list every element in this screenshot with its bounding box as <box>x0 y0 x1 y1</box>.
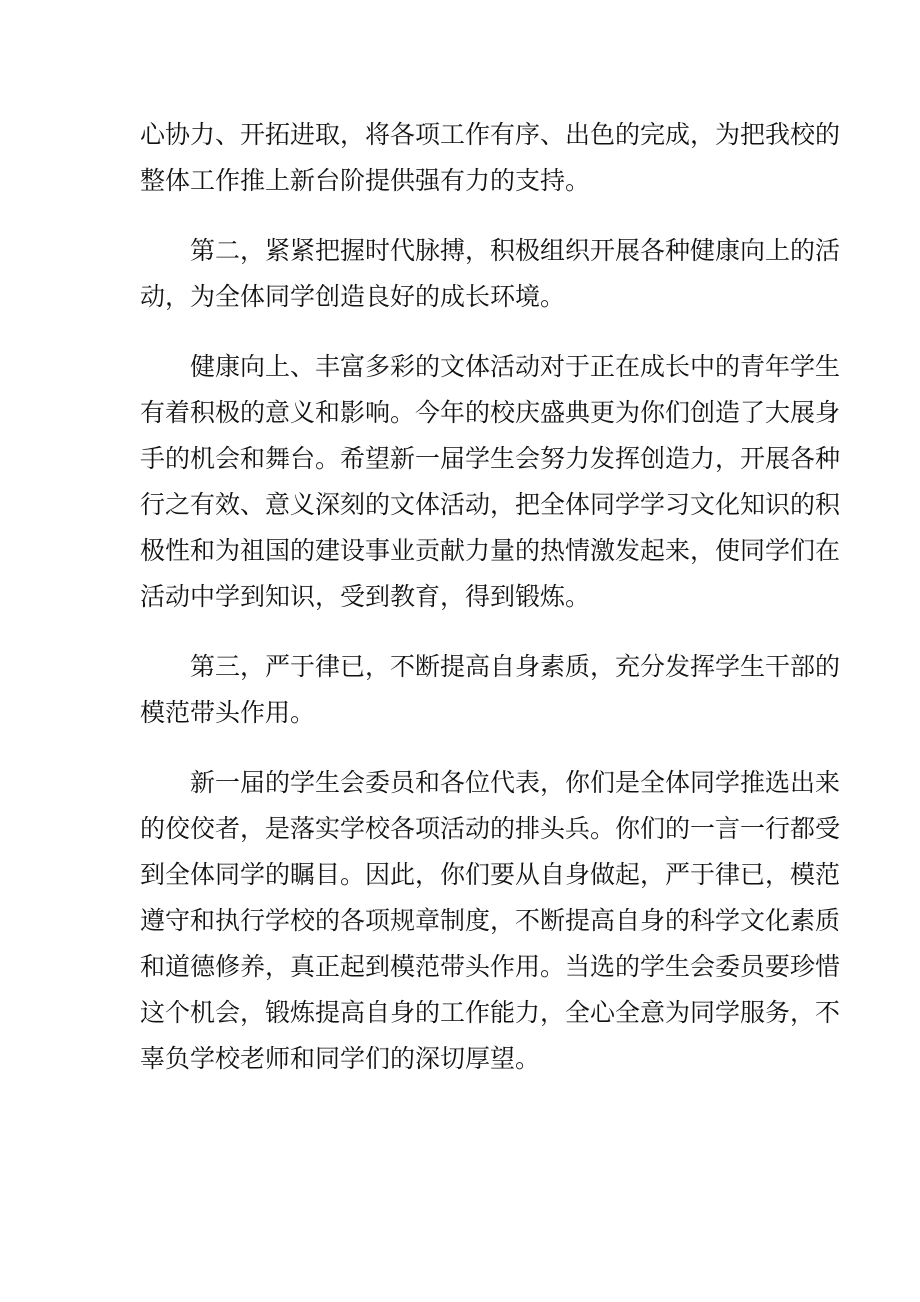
paragraph-continuation <box>140 112 841 204</box>
text-line: 动，为全体同学创造良好的成长环境。 <box>140 282 566 311</box>
text-line: 这个机会，锻炼提高自身的工作能力，全心全意为同学服务，不 <box>140 998 841 1027</box>
paragraph-second-point <box>140 228 841 320</box>
text-line: 健康向上、丰富多彩的文体活动对于正在成长中的青年学生 <box>190 352 841 381</box>
text-line: 的佼佼者，是落实学校各项活动的排头兵。你们的一言一行都受 <box>140 814 841 843</box>
text-line: 极性和为祖国的建设事业贡献力量的热情激发起来，使同学们在 <box>140 536 841 565</box>
text-line: 和道德修养，真正起到模范带头作用。当选的学生会委员要珍惜 <box>140 952 841 981</box>
text-line: 整体工作推上新台阶提供强有力的支持。 <box>140 166 591 195</box>
text-line: 模范带头作用。 <box>140 698 316 727</box>
text-line: 遵守和执行学校的各项规章制度，不断提高自身的科学文化素质 <box>140 906 841 935</box>
paragraph-activities <box>140 344 841 620</box>
text-line: 辜负学校老师和同学们的深切厚望。 <box>140 1044 541 1073</box>
text-line: 行之有效、意义深刻的文体活动，把全体同学学习文化知识的积 <box>140 490 841 519</box>
text-line: 到全体同学的瞩目。因此，你们要从自身做起，严于律已，模范 <box>140 860 841 889</box>
paragraph-committee <box>140 760 841 1082</box>
text-line: 新一届的学生会委员和各位代表，你们是全体同学推选出来 <box>190 768 841 797</box>
text-line: 第二，紧紧把握时代脉搏，积极组织开展各种健康向上的活 <box>190 236 841 265</box>
text-line: 有着积极的意义和影响。今年的校庆盛典更为你们创造了大展身 <box>140 398 841 427</box>
paragraph-third-point <box>140 644 841 736</box>
document-body <box>140 112 841 1106</box>
text-line: 心协力、开拓进取，将各项工作有序、出色的完成，为把我校的 <box>140 120 841 149</box>
text-line: 活动中学到知识，受到教育，得到锻炼。 <box>140 582 591 611</box>
text-line: 手的机会和舞台。希望新一届学生会努力发挥创造力，开展各种 <box>140 444 841 473</box>
text-line: 第三，严于律已，不断提高自身素质，充分发挥学生干部的 <box>190 652 841 681</box>
